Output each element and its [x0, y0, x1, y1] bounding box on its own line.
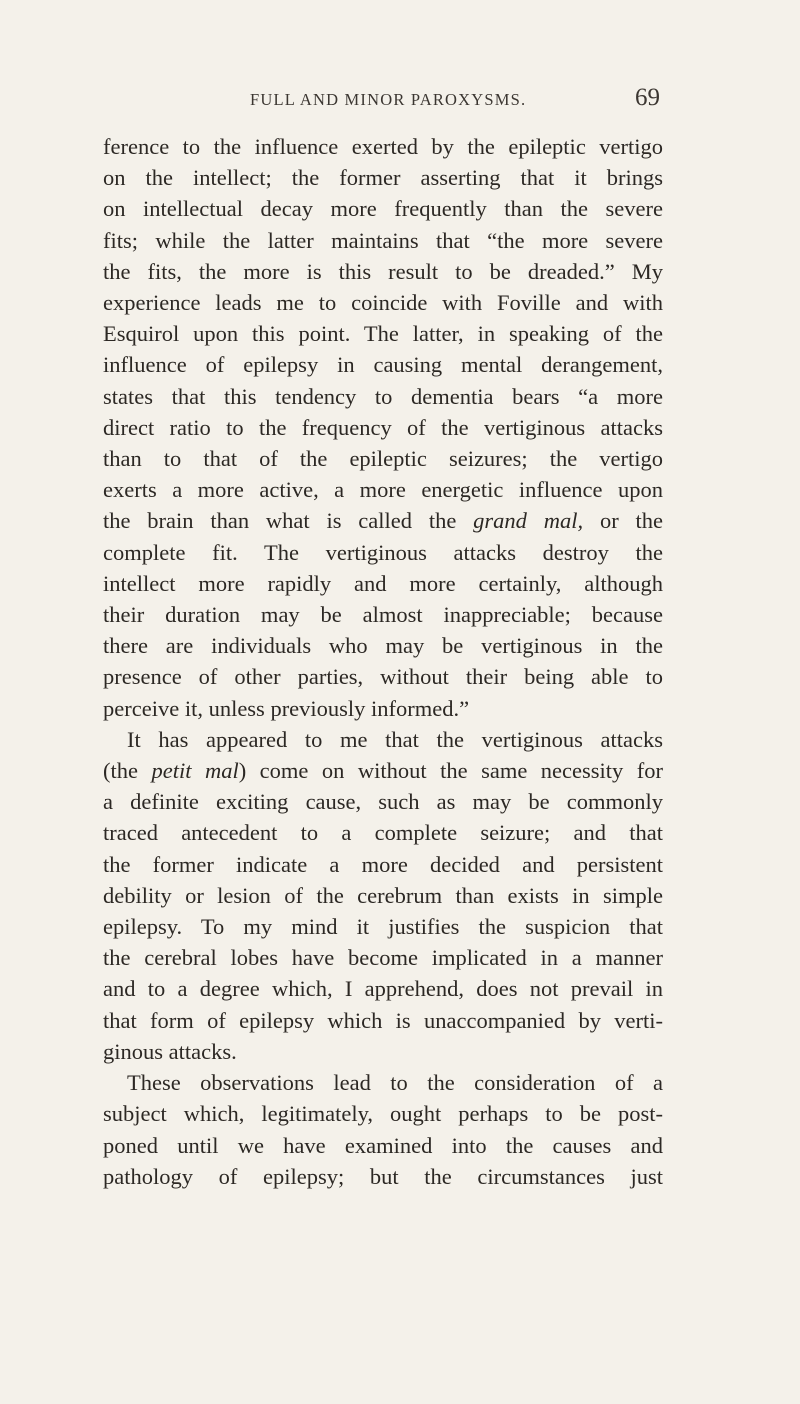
text-line: exerts a more active, a more energetic influence upon	[103, 477, 663, 503]
text-line: than to that of the epileptic seizures; the vertigo	[103, 446, 663, 472]
text-line: that form of epilepsy which is unaccompanied by verti-	[103, 1007, 663, 1033]
text-line: These observations lead to the consideration of a	[127, 1070, 663, 1096]
text-line: a definite exciting cause, such as may be commonly	[103, 789, 663, 815]
text-line: experience leads me to coincide with Foville and with	[103, 290, 663, 316]
text-line: It has appeared to me that the vertiginous attacks	[127, 726, 663, 752]
text-line	[103, 505, 663, 536]
text-line: there are individuals who may be vertiginous in the	[103, 633, 663, 659]
text-line: their duration may be almost inappreciable; because	[103, 602, 663, 628]
text-line: pathology of epilepsy; but the circumstances just	[103, 1163, 663, 1189]
running-title: FULL AND MINOR PAROXYSMS.	[250, 90, 527, 109]
text-line: on intellectual decay more frequently than the severe	[103, 196, 663, 222]
text-line: fits; while the latter maintains that “the more severe	[103, 227, 663, 253]
text-line: states that this tendency to dementia bears “a more	[103, 383, 663, 409]
text-run: or the	[599, 508, 664, 534]
text-line: direct ratio to the frequency of the vertiginous attacks	[103, 414, 663, 440]
text-line: traced antecedent to a complete seizure; and that	[103, 820, 663, 846]
text-line: and to a degree which, I apprehend, does not prevail in	[103, 976, 663, 1002]
text-line: Esquirol upon this point. The latter, in speaking of the	[103, 321, 663, 347]
text-line: epilepsy. To my mind it justifies the suspicion that	[103, 914, 663, 940]
text-line: intellect more rapidly and more certainly, although	[103, 570, 663, 596]
text-run: (the	[103, 758, 138, 784]
text-line: influence of epilepsy in causing mental derangement,	[103, 352, 663, 378]
italic-term: grand mal,	[473, 508, 584, 534]
text-run: the brain than what is called the	[103, 508, 457, 534]
text-line: presence of other parties, without their being able to	[103, 664, 663, 690]
body-text	[103, 131, 663, 1192]
page-number: 69	[635, 84, 660, 111]
running-head	[250, 84, 660, 112]
text-line: subject which, legitimately, ought perhaps to be post-	[103, 1101, 663, 1127]
text-run: ) come on without the same necessity for	[238, 758, 663, 784]
text-line: ference to the influence exerted by the epileptic vertigo	[103, 134, 663, 159]
text-line: debility or lesion of the cerebrum than exists in simple	[103, 882, 663, 908]
text-line: the former indicate a more decided and persistent	[103, 851, 663, 877]
italic-term: petit mal	[151, 758, 239, 784]
text-line: poned until we have examined into the causes and	[103, 1132, 663, 1158]
text-line: the fits, the more is this result to be dreaded.” My	[103, 258, 663, 284]
text-line	[103, 755, 663, 786]
text-line: ginous attacks.	[103, 1038, 237, 1064]
text-line: the cerebral lobes have become implicated in a manner	[103, 945, 663, 971]
text-line: complete fit. The vertiginous attacks destroy the	[103, 539, 663, 565]
text-line: perceive it, unless previously informed.”	[103, 695, 470, 721]
text-line: on the intellect; the former asserting that it brings	[103, 165, 663, 191]
